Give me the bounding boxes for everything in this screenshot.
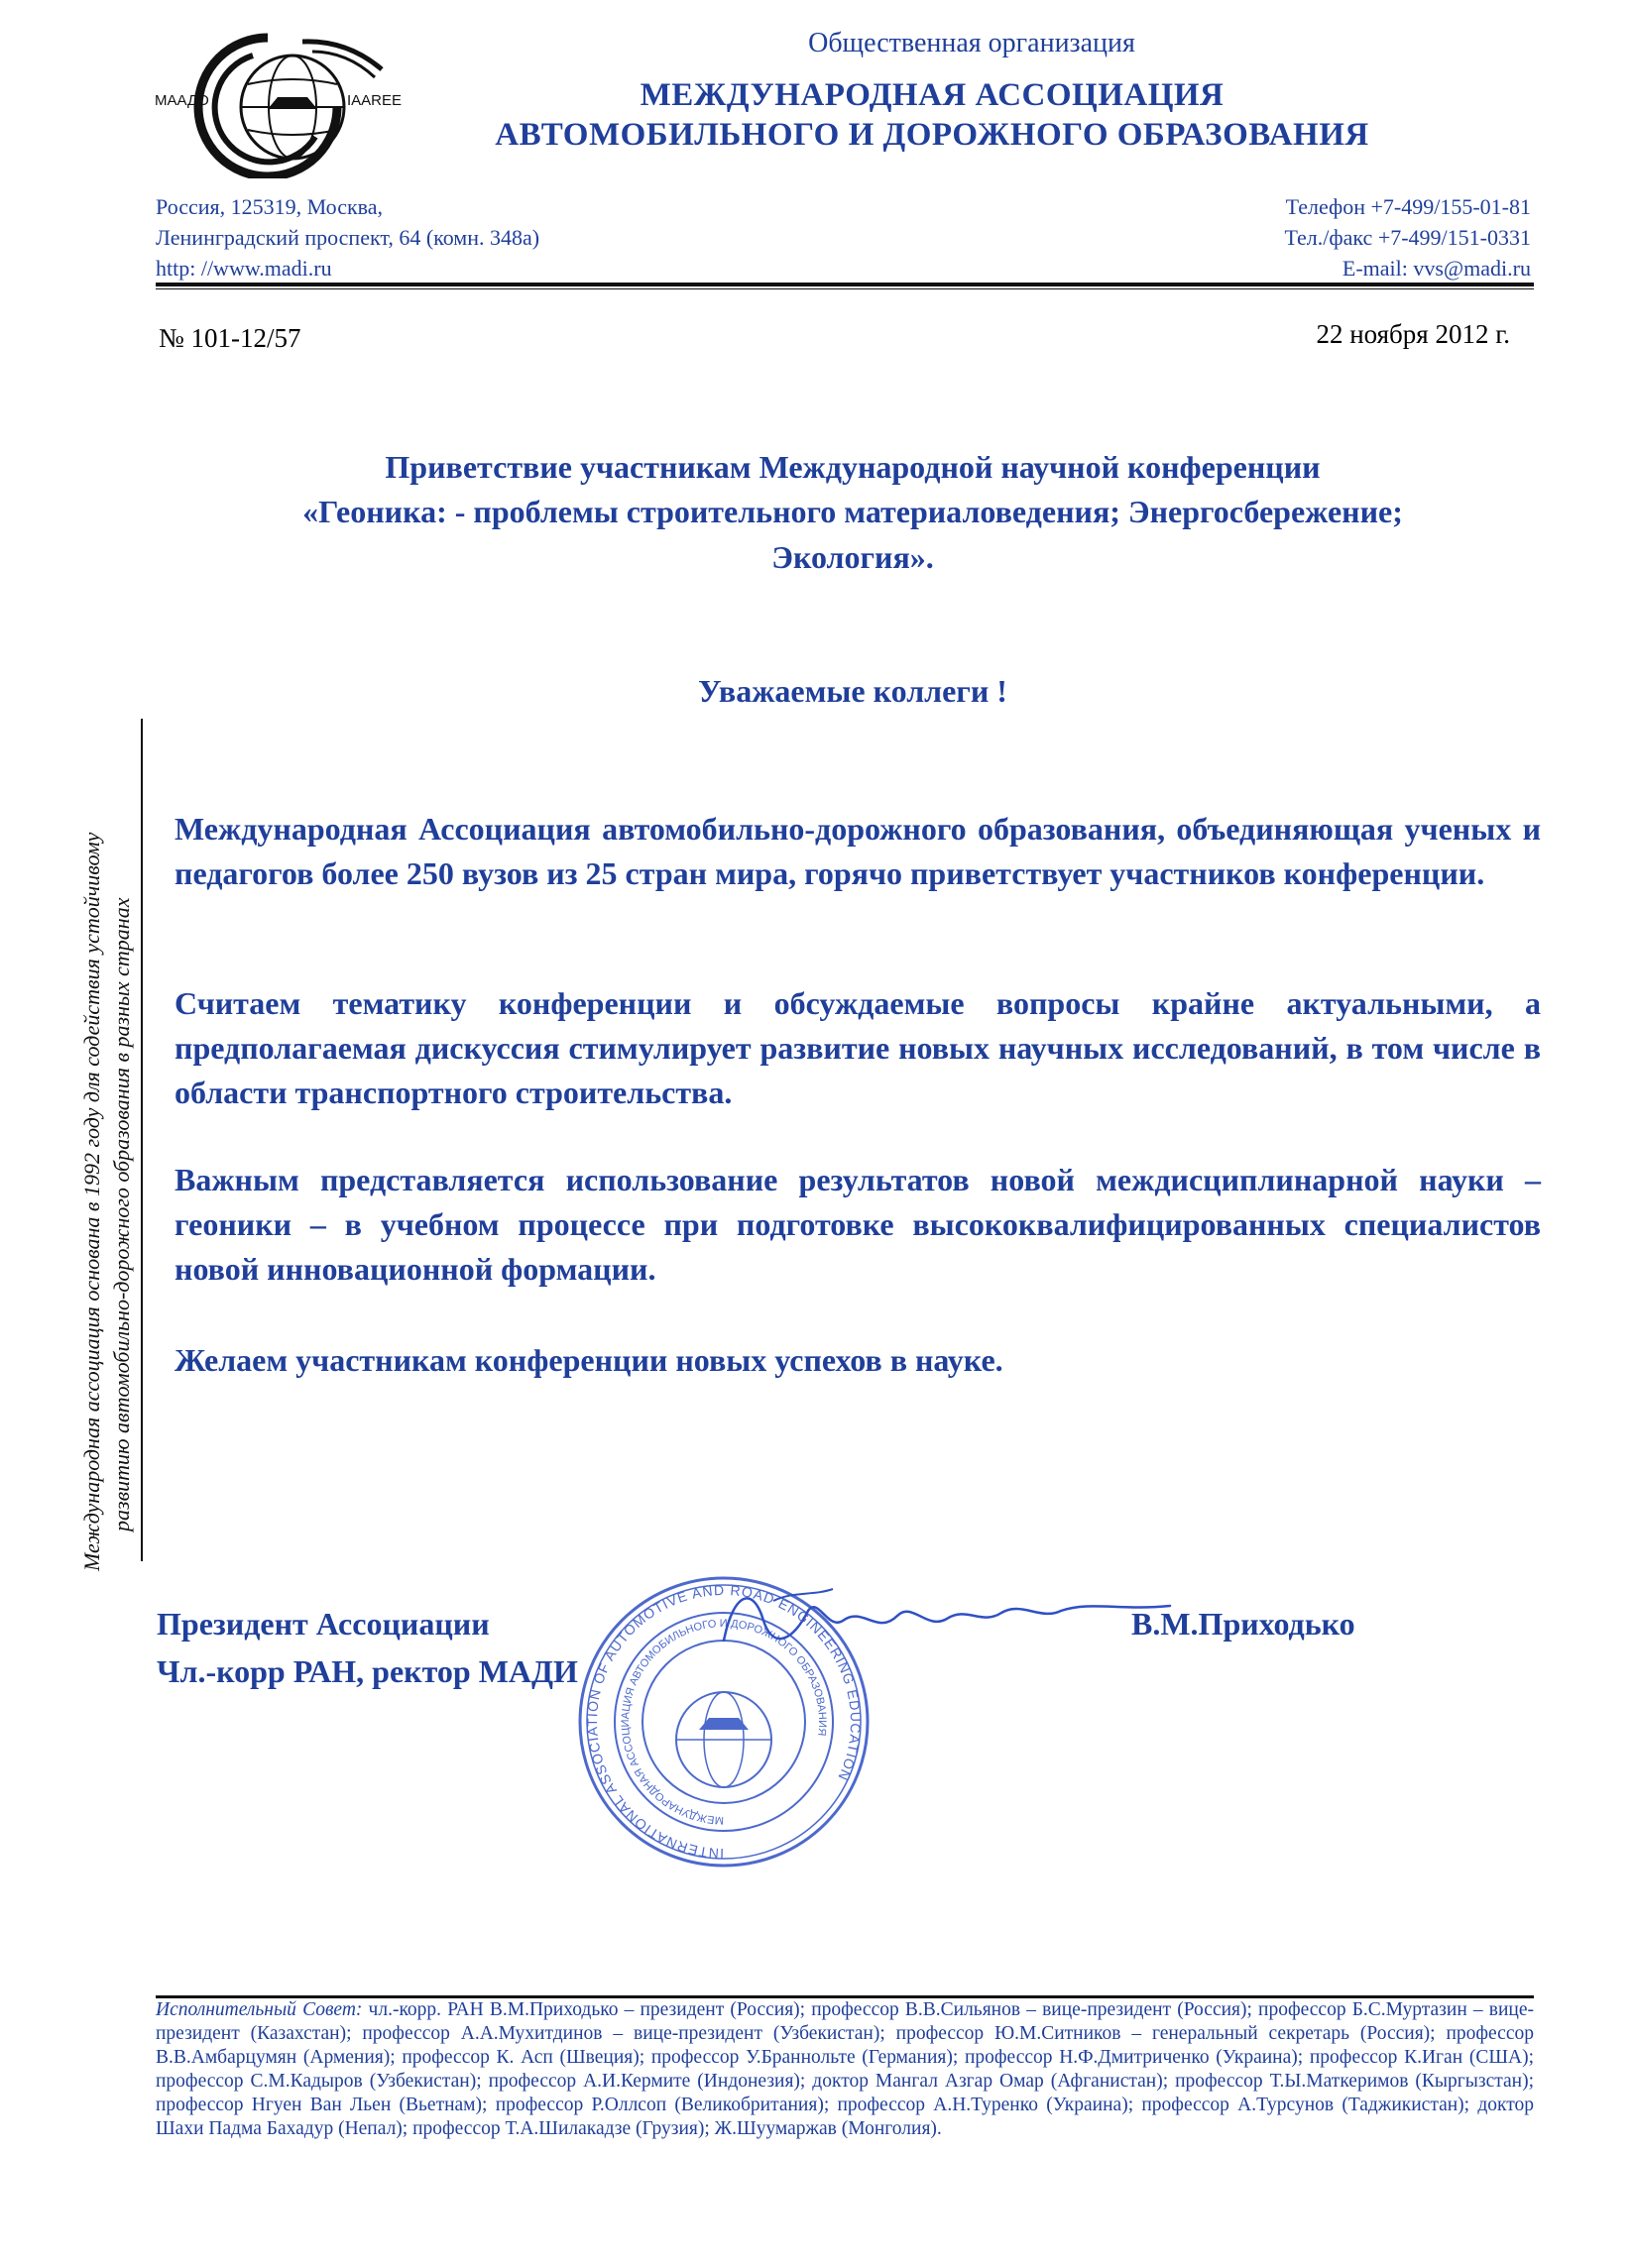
header-divider-thin (156, 288, 1534, 289)
organization-logo (149, 30, 416, 178)
title-line1: Приветствие участникам Международной научной конференции (385, 449, 1321, 485)
phone-number: Телефон +7-499/155-01-81 (1285, 194, 1531, 219)
stamp-globe-icon (676, 1692, 771, 1787)
body-paragraph-1: Международная Ассоциация автомобильно-дорожного образования, объединяющая ученых и педагогов более 250 вузов из 25 стран мира, горячо приветствует участников конференции. (175, 811, 1541, 891)
address-line2: Ленинградский проспект, 64 (комн. 348а) (156, 225, 540, 250)
svg-text:INTERNATIONAL ASSOCIATION OF A: INTERNATIONAL ASSOCIATION OF AUTOMOTIVE AND ROAD ENGINEERING EDUCATION (584, 1581, 865, 1863)
logo-text-right: IAAREE (347, 92, 403, 109)
executive-council (156, 1998, 1534, 2141)
address-block (156, 191, 539, 284)
body-paragraph-2: Считаем тематику конференции и обсуждаемые вопросы крайне актуальными, а предполагаемая дискуссия стимулирует развитие новых научных исследований, в том числе в области транспортного строительства. (175, 985, 1541, 1110)
website-link[interactable]: http: //www.madi.ru (156, 256, 332, 281)
header-divider (156, 283, 1534, 286)
body-paragraph-4: Желаем участникам конференции новых успехов в науке. (175, 1342, 1003, 1378)
council-members: чл.-корр. РАН В.М.Приходько – президент (Россия); профессор В.В.Сильянов – вице-президент (Россия); профессор Б.С.Муртазин – вице-президент (Казахстан); профессор А.А.Мухитдинов – вице-президент (Узбекистан); профессор Ю.М.Ситников – генеральный секретарь (Россия); профессор В.В.Амбарцумян (Армения); профессор К. Асп (Швеция); профессор У.Браннольте (Германия); профессор Н.Ф.Дмитриченко (Украина); профессор К.Иган (США); профессор С.М.Кадыров (Узбекистан); профессор А.И.Кермите (Индонезия); доктор Мангал Азгар Омар (Афганистан); профессор Т.Ы.Маткеримов (Кыргызстан); профессор Нгуен Ван Льен (Вьетнам); профессор Р.Оллсоп (Великобритания); профессор А.Н.Туренко (Украина); профессор А.Турсунов (Таджикистан); доктор Шахи Падма Бахадур (Непал); профессор Т.А.Шилакадзе (Грузия); Ж.Шуумаржав (Монголия). (156, 1999, 1535, 2139)
title-line2: «Геоника: - проблемы строительного материаловедения; Энергосбережение; (302, 494, 1403, 529)
org-name-line2: АВТОМОБИЛЬНОГО И ДОРОЖНОГО ОБРАЗОВАНИЯ (495, 117, 1369, 153)
email-link[interactable]: E-mail: vvs@madi.ru (1342, 256, 1531, 281)
org-name-line1: МЕЖДУНАРОДНАЯ АССОЦИАЦИЯ (640, 77, 1225, 113)
side-note-line1: Международная ассоциация основана в 1992 году для содействия устойчивому (79, 832, 104, 1571)
signer-role-line2: Чл.-корр РАН, ректор МАДИ (157, 1653, 578, 1689)
side-note-line2: развитию автомобильно-дорожного образования в разных странах (109, 897, 134, 1531)
side-note (40, 709, 143, 1581)
logo-text-left: МААДО (155, 92, 209, 109)
title-line3: Экология». (771, 539, 934, 575)
salutation: Уважаемые коллеги ! (698, 673, 1007, 709)
document-date: 22 ноября 2012 г. (1316, 319, 1510, 349)
signer-name: В.М.Приходько (1131, 1606, 1355, 1642)
fax-number: Тел./факс +7-499/151-0331 (1284, 225, 1531, 250)
contact-block (1284, 191, 1531, 284)
handwritten-signature (714, 1581, 1180, 1660)
org-type: Общественная организация (808, 28, 1135, 58)
svg-text:МЕЖДУНАРОДНАЯ АССОЦИАЦИЯ АВТОМ: МЕЖДУНАРОДНАЯ АССОЦИАЦИЯ АВТОМОБИЛЬНОГО И ДОРОЖНОГО ОБРАЗОВАНИЯ (620, 1617, 829, 1827)
side-divider (141, 719, 143, 1561)
council-label: Исполнительный Совет: (156, 1999, 363, 2020)
signer-role-line1: Президент Ассоциации (157, 1606, 490, 1642)
document-number: № 101-12/57 (159, 323, 301, 353)
body-paragraph-3: Важным представляется использование результатов новой междисциплинарной науки – геоники – в учебном процессе при подготовке высококвалифицированных специалистов новой инновационной формации. (175, 1162, 1541, 1287)
address-line1: Россия, 125319, Москва, (156, 194, 384, 219)
